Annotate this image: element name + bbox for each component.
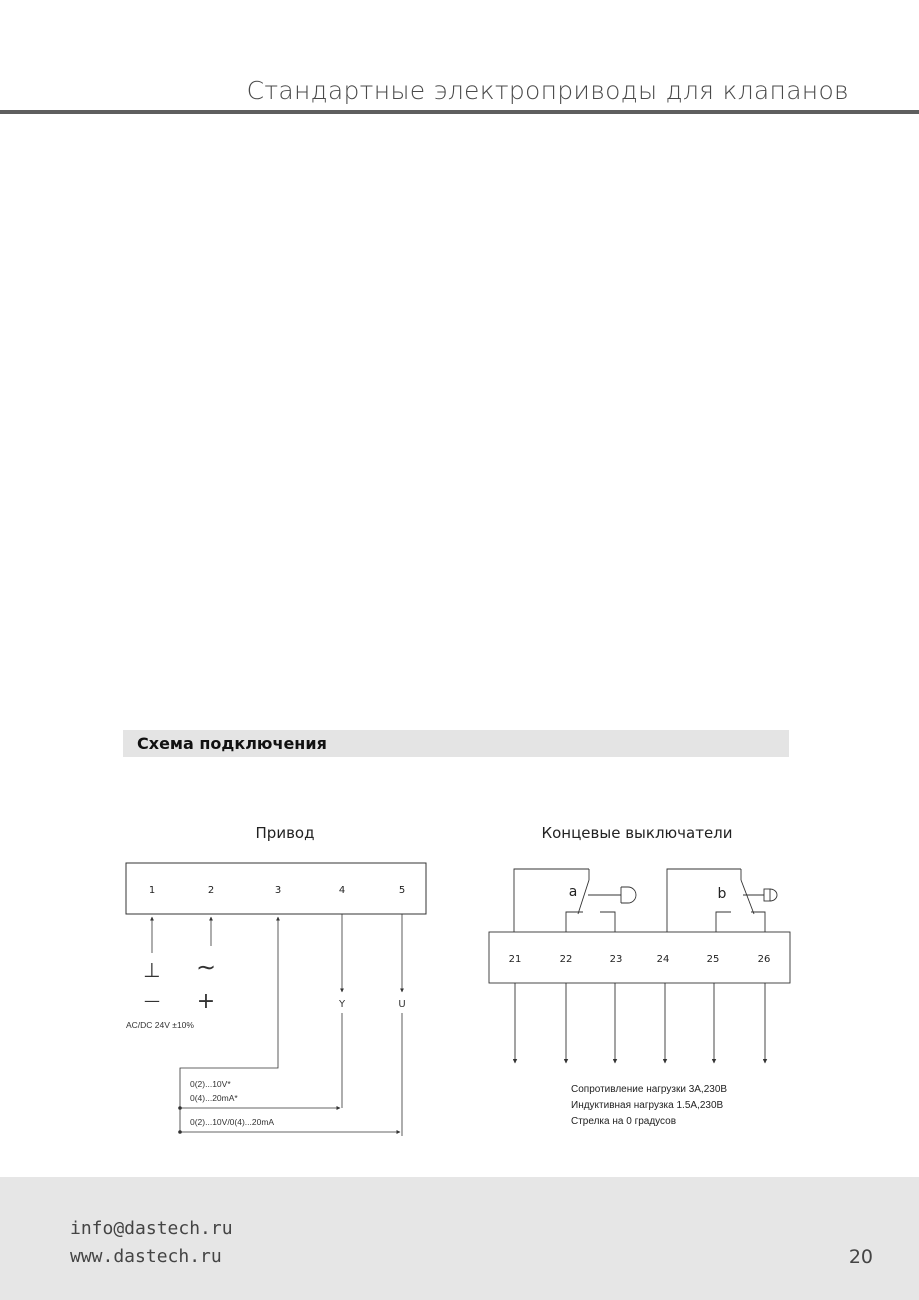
ac-symbol: ∼	[195, 953, 217, 981]
load-resistance-note: Сопротивление нагрузки 3А,230В	[571, 1084, 728, 1095]
drive-title: Привод	[255, 824, 315, 842]
switch-a-contact-nc	[566, 912, 583, 932]
switch-a-contact-no	[600, 912, 615, 932]
switch-b-contact-no	[716, 912, 731, 932]
arrow-position-note: Стрелка на 0 градусов	[571, 1116, 677, 1127]
limit-terminal-block	[489, 932, 790, 983]
junction-dot	[178, 1106, 182, 1110]
switch-a-label: a	[568, 884, 578, 900]
switch-b-label: b	[717, 886, 727, 902]
switch-a-roller	[621, 887, 636, 903]
switch-b-roller	[770, 889, 777, 901]
limit-terminal-22: 22	[559, 954, 573, 965]
switch-b-loop	[667, 869, 741, 932]
footer-website[interactable]: www.dastech.ru	[70, 1246, 222, 1267]
output-y-label: Y	[338, 999, 346, 1010]
drive-terminal-4: 4	[338, 885, 346, 896]
plus-symbol: +	[196, 989, 216, 1014]
junction-dot	[178, 1130, 182, 1134]
drive-terminal-1: 1	[148, 885, 156, 896]
page-number: 20	[848, 1246, 873, 1268]
limit-terminal-21: 21	[508, 954, 522, 965]
limit-switches-title: Концевые выключатели	[541, 824, 733, 842]
inductive-load-note: Индуктивная нагрузка 1.5А,230В	[571, 1100, 724, 1111]
page-footer	[0, 1177, 919, 1300]
supply-label: AC/DC 24V ±10%	[126, 1020, 194, 1030]
limit-terminal-25: 25	[706, 954, 720, 965]
limit-terminal-26: 26	[757, 954, 771, 965]
limit-terminal-24: 24	[656, 954, 670, 965]
signal-label-current: 0(4)...20mA*	[190, 1093, 238, 1103]
footer-email[interactable]: info@dastech.ru	[70, 1218, 233, 1239]
switch-a-blade	[578, 880, 589, 914]
drive-terminal-2: 2	[207, 885, 215, 896]
drive-terminal-5: 5	[398, 885, 406, 896]
section-title: Схема подключения	[137, 734, 327, 753]
switch-a-loop	[514, 869, 589, 932]
minus-symbol: —	[144, 991, 160, 1010]
ground-symbol: ⊥	[143, 958, 161, 982]
drive-terminal-3: 3	[274, 885, 282, 896]
document-title: Стандартные электроприводы для клапанов	[246, 76, 849, 105]
output-u-label: U	[398, 999, 406, 1010]
feedback-label: 0(2)...10V/0(4)...20mA	[190, 1117, 275, 1127]
switch-b-contact-nc	[751, 912, 765, 932]
signal-label-voltage: 0(2)...10V*	[190, 1079, 231, 1089]
limit-terminal-23: 23	[609, 954, 623, 965]
switch-b-cam	[764, 889, 770, 901]
switch-b-blade	[741, 880, 754, 914]
